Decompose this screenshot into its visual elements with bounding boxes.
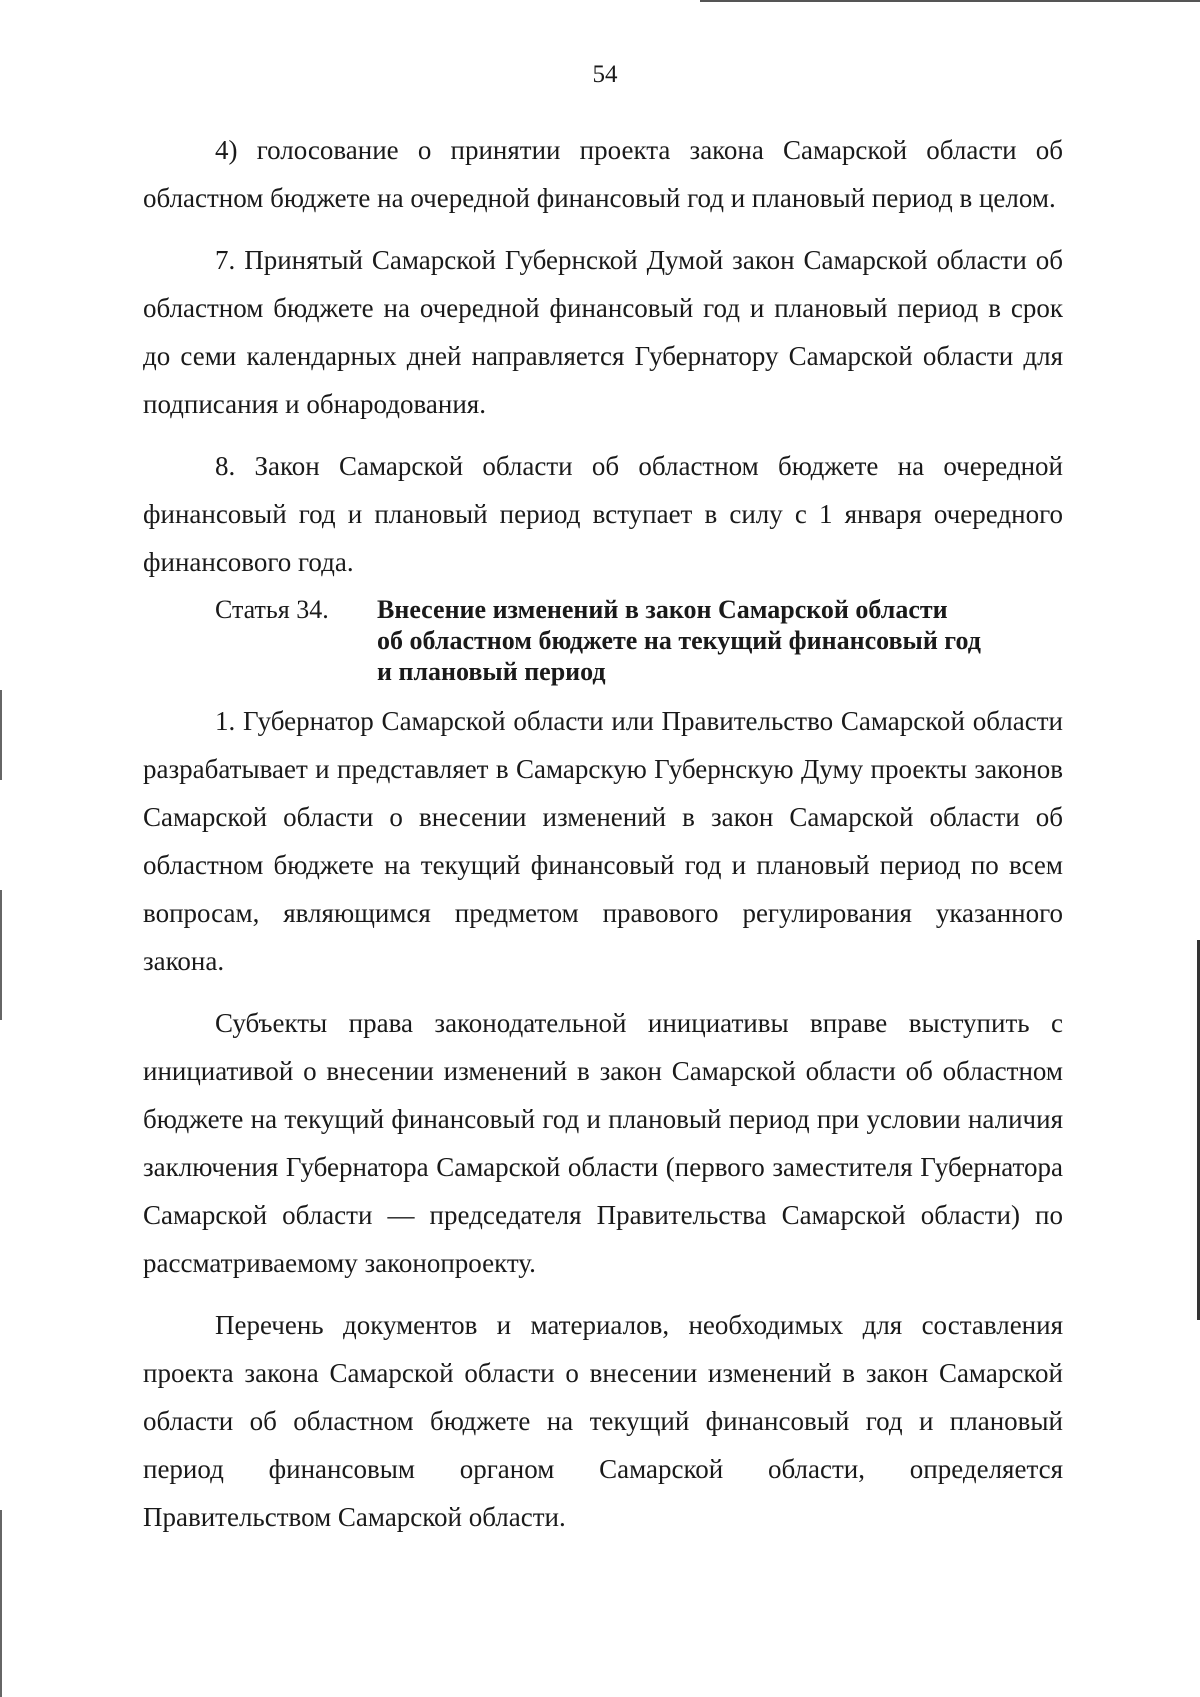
article-title-line: Внесение изменений в закон Самарской области <box>377 595 948 624</box>
page-number: 54 <box>592 61 618 88</box>
scan-edge-left-upper <box>0 690 2 780</box>
article-heading <box>143 594 1063 687</box>
paragraph-item-4: 4) голосование о принятии проекта закона Самарской области об областном бюджете на очередной финансовый год и плановый период в целом. <box>143 135 1063 213</box>
document-body <box>143 126 1063 1547</box>
paragraph-initiative-subjects: Субъекты права законодательной инициативы вправе выступить с инициативой о внесении изменений в закон Самарской области об областном бюджете на текущий финансовый год и плановый период при условии наличия заключения Губернатора Самарской области (первого заместителя Губернатора Самарской области — председателя Правительства Самарской области) по рассматриваемому законопроекту. <box>143 1008 1063 1278</box>
scan-edge-left-lower <box>0 1510 2 1697</box>
article-title-line: и плановый период <box>377 657 606 686</box>
article-title <box>373 594 1063 687</box>
scan-edge-left-middle <box>0 890 2 1020</box>
paragraph-point-7: 7. Принятый Самарской Губернской Думой закон Самарской области об областном бюджете на очередной финансовый год и плановый период в срок до семи календарных дней направляется Губернатору Самарской области для подписания и обнародования. <box>143 245 1063 419</box>
article-number: Статья 34. <box>215 595 329 624</box>
paragraph-point-8: 8. Закон Самарской области об областном бюджете на очередной финансовый год и плановый период вступает в силу с 1 января очередного финансового года. <box>143 451 1063 577</box>
article-title-line: об областном бюджете на текущий финансовый год <box>377 626 981 655</box>
paragraph-article-point-1: 1. Губернатор Самарской области или Правительство Самарской области разрабатывает и представляет в Самарскую Губернскую Думу проекты законов Самарской области о внесении изменений в закон Самарской области об областном бюджете на текущий финансовый год и плановый период по всем вопросам, являющимся предметом правового регулирования указанного закона. <box>143 706 1063 976</box>
paragraph-documents-list: Перечень документов и материалов, необходимых для составления проекта закона Самарской области о внесении изменений в закон Самарской области об областном бюджете на текущий финансовый год и плановый период финансовым органом Самарской области, определяется Правительством Самарской области. <box>143 1310 1063 1532</box>
scan-edge-top <box>700 0 1200 2</box>
